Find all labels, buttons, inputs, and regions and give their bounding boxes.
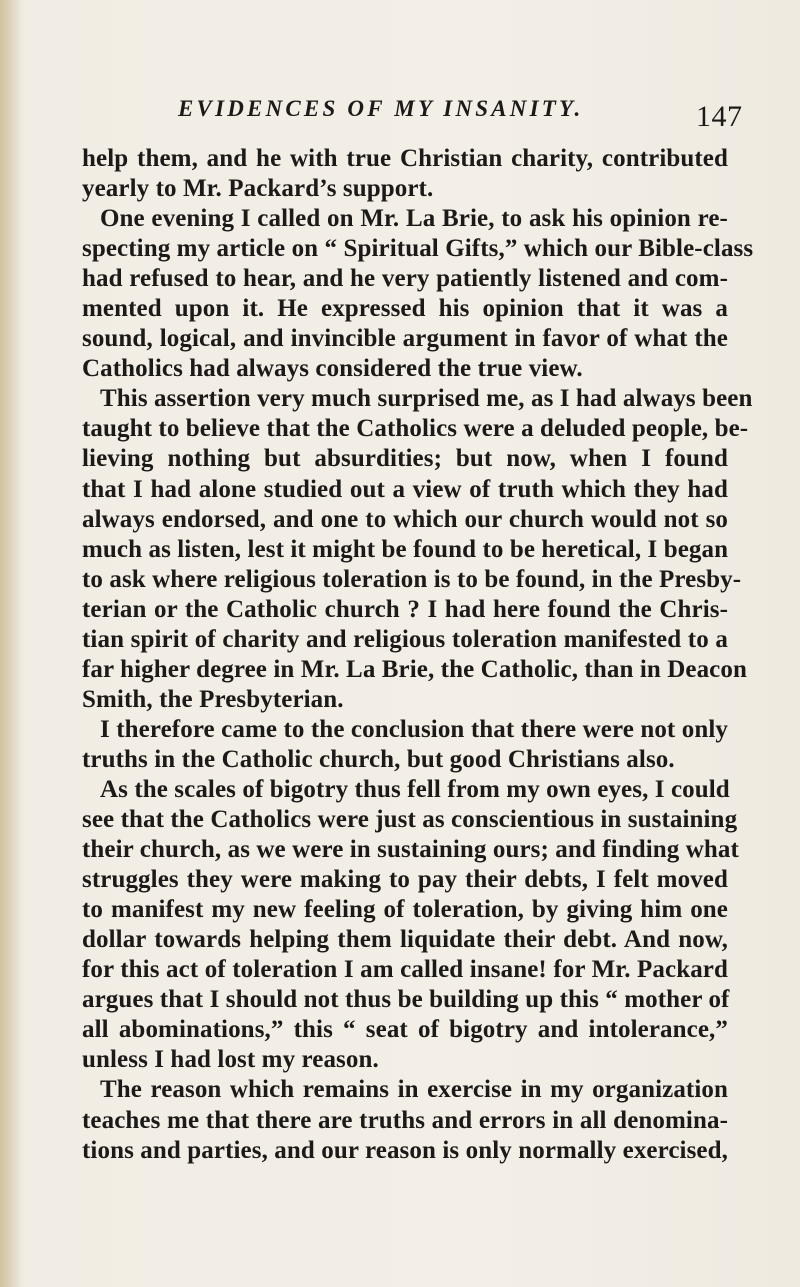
text-line: Catholics had always considered the true view. [82, 355, 583, 383]
text-line: to manifest my new feeling of toleration, by giving him one [82, 896, 728, 924]
text-line: tian spirit of charity and religious toleration manifested to a [82, 625, 728, 653]
text-line: unless I had lost my reason. [82, 1046, 379, 1074]
text-line: for this act of toleration I am called insane! for Mr. Packard [82, 956, 728, 984]
text-line: far higher degree in Mr. La Brie, the Catholic, than in Deacon [82, 655, 747, 683]
text-line: help them, and he with true Christian charity, contributed [82, 145, 728, 172]
text-line: much as listen, lest it might be found to be heretical, I began [82, 535, 729, 563]
text-line: lieving nothing but absurdities; but now, when I found [82, 445, 728, 473]
text-line: see that the Catholics were just as conscientious in sustaining [82, 806, 738, 834]
page-number: 147 [696, 100, 743, 133]
text-line: I therefore came to the conclusion that there were not only [100, 715, 728, 743]
text-line: terian or the Catholic church ? I had here found the Chris- [82, 595, 728, 623]
text-line: yearly to Mr. Packard’s support. [82, 175, 434, 203]
text-line: had refused to hear, and he very patiently listened and com- [82, 265, 728, 293]
text-line: to ask where religious toleration is to be found, in the Presby- [82, 565, 742, 593]
text-line: sound, logical, and invincible argument in favor of what the [82, 325, 728, 353]
text-line: taught to believe that the Catholics were a deluded people, be- [82, 415, 749, 443]
text-line: Smith, the Presbyterian. [82, 685, 344, 713]
text-line: that I had alone studied out a view of truth which they had [82, 475, 728, 503]
text-line: argues that I should not thus be building up this “ mother of [82, 986, 730, 1014]
body-text [82, 144, 754, 1166]
text-line: specting my article on “ Spiritual Gifts,” which our Bible-class [82, 235, 754, 263]
text-line: This assertion very much surprised me, as I had always been [100, 385, 753, 413]
text-line: dollar towards helping them liquidate their debt. And now, [82, 926, 728, 954]
text-line: all abominations,” this “ seat of bigotry and intolerance,” [82, 1016, 728, 1044]
text-line: their church, as we were in sustaining ours; and finding what [82, 836, 739, 864]
text-line: truths in the Catholic church, but good Christians also. [82, 745, 675, 773]
text-line: One evening I called on Mr. La Brie, to ask his opinion re- [100, 205, 728, 233]
text-line: mented upon it. He expressed his opinion that it was a [82, 295, 728, 323]
text-line: struggles they were making to pay their debts, I felt moved [82, 866, 728, 894]
text-line: always endorsed, and one to which our church would not so [82, 505, 728, 533]
running-title: EVIDENCES OF MY INSANITY. [178, 96, 584, 121]
text-line: The reason which remains in exercise in my organization [100, 1076, 728, 1104]
text-line: tions and parties, and our reason is only normally exercised, [82, 1136, 728, 1164]
text-line: As the scales of bigotry thus fell from my own eyes, I could [100, 775, 730, 803]
binding-gutter-shadow [0, 0, 22, 1287]
text-line: teaches me that there are truths and errors in all denomina- [82, 1106, 728, 1134]
